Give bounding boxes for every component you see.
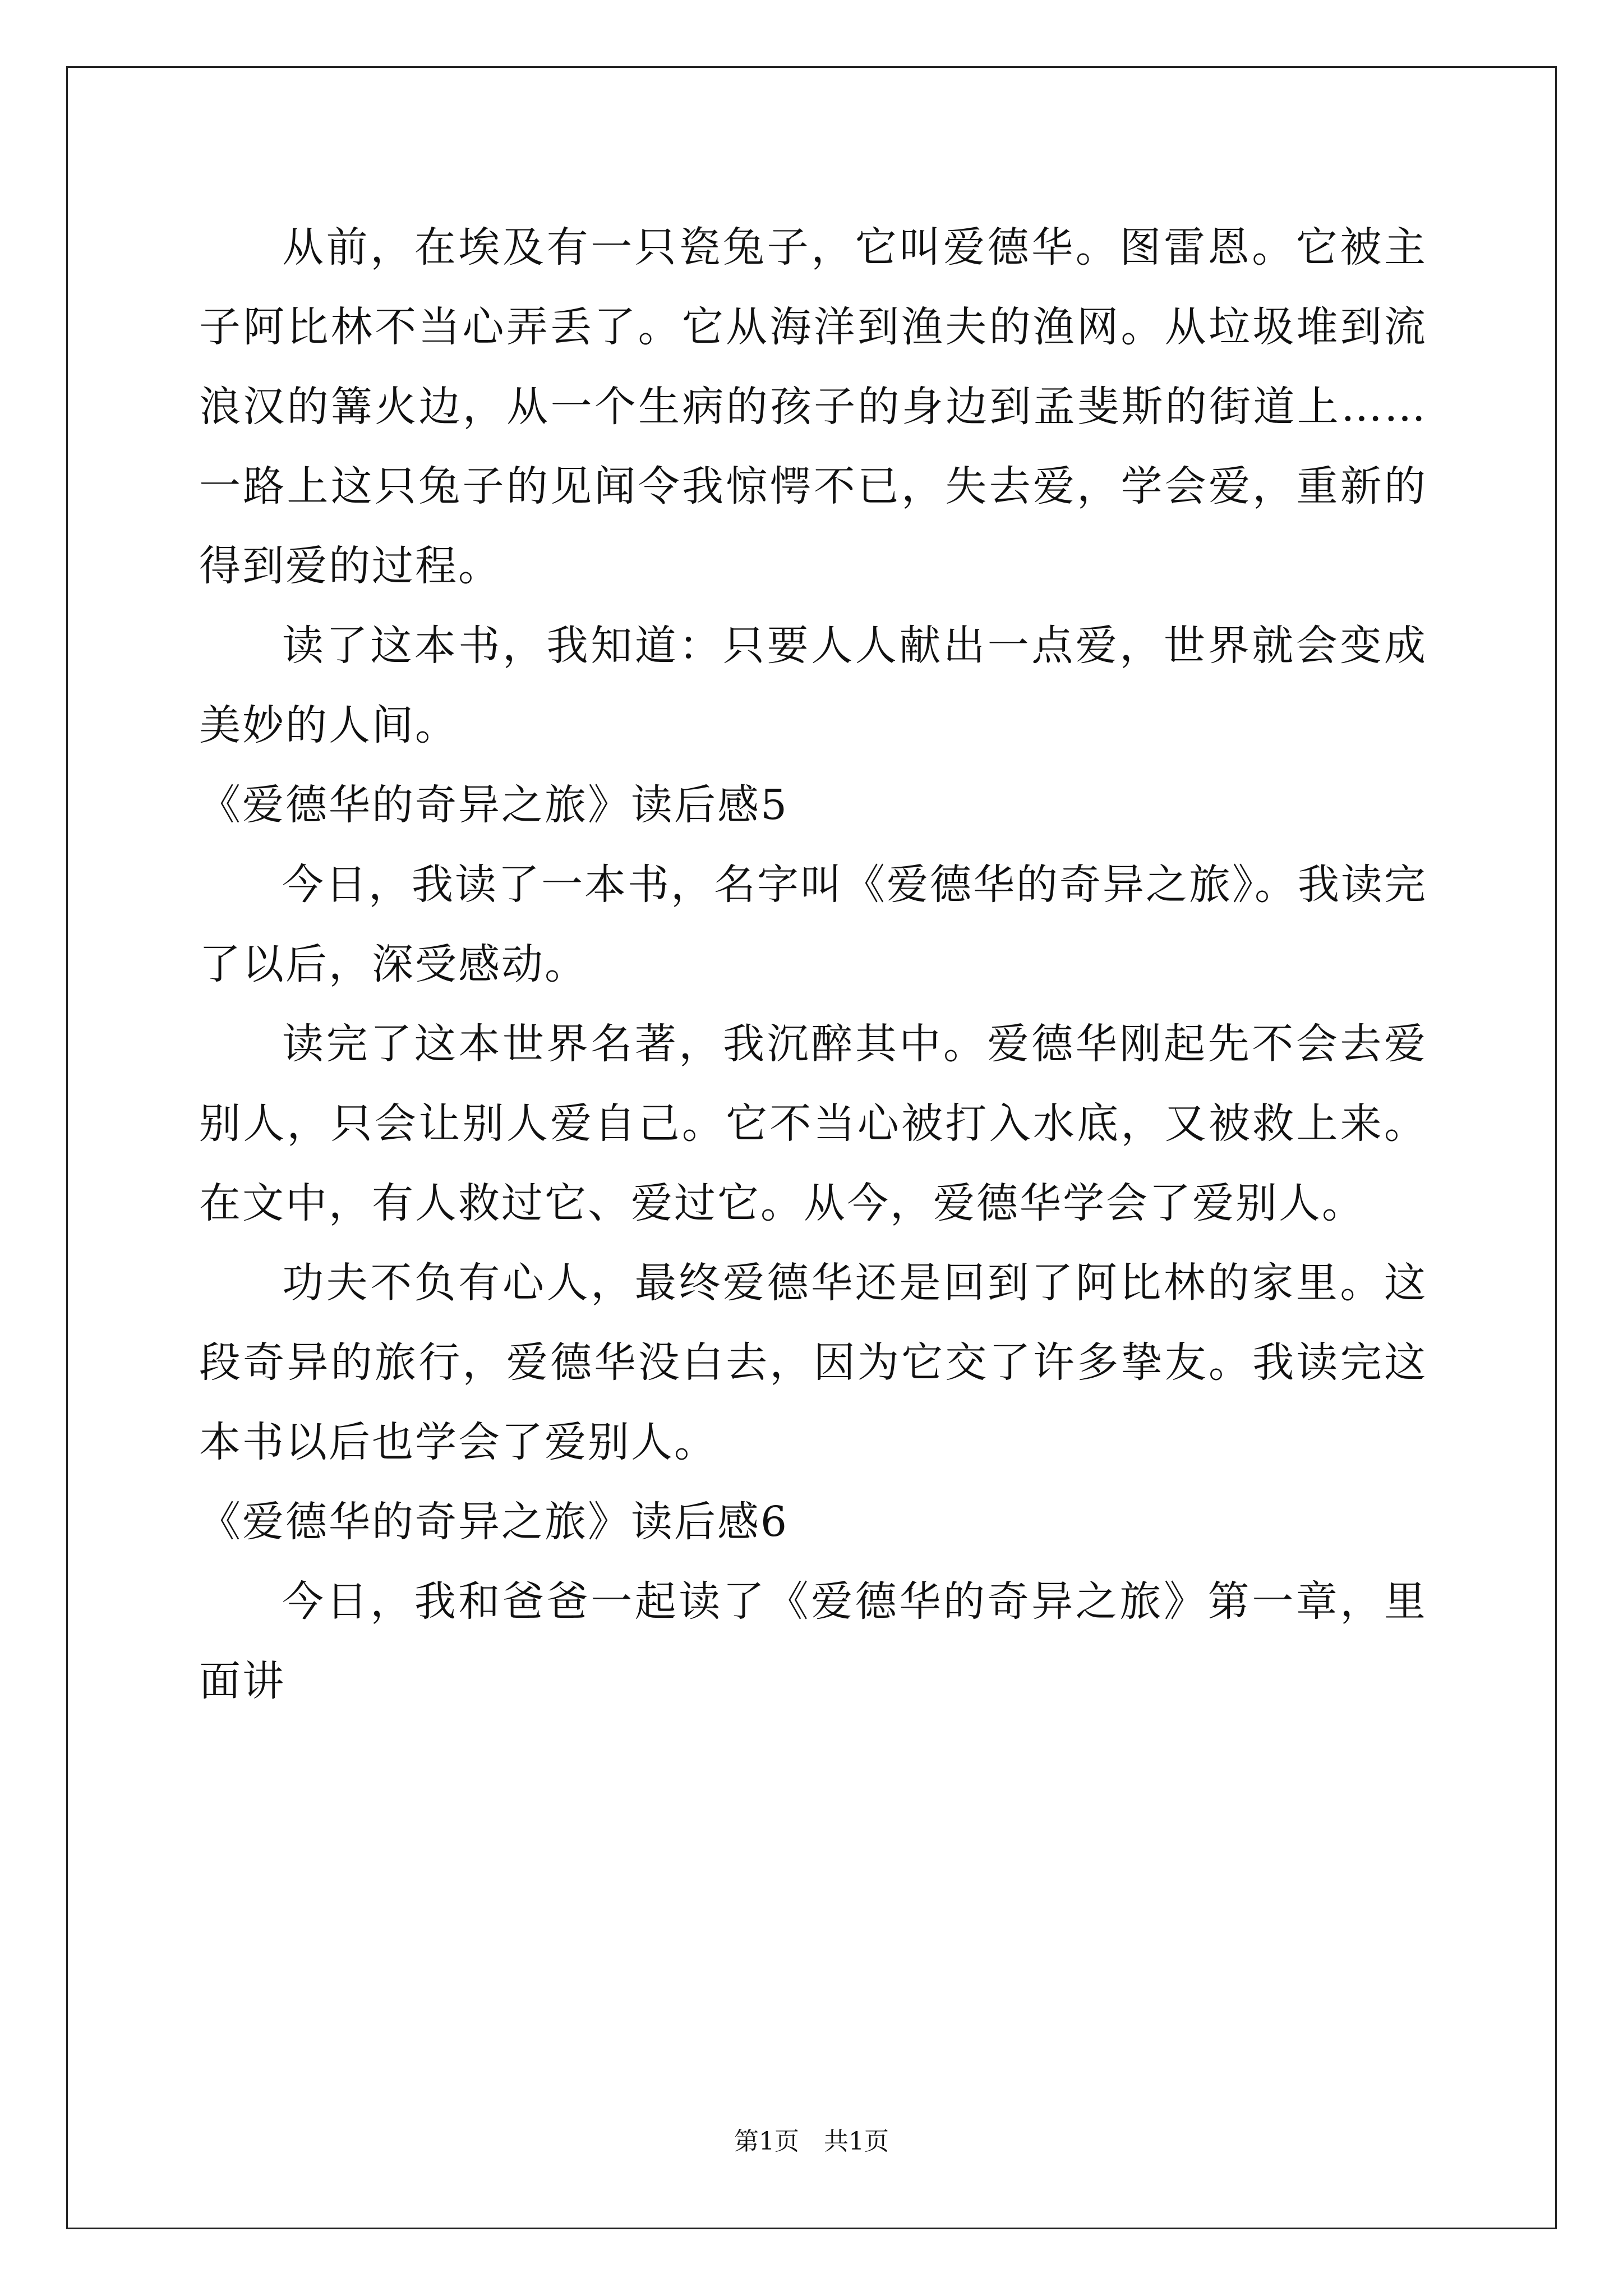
paragraph-5: 功夫不负有心人，最终爱德华还是回到了阿比林的家里。这段奇异的旅行，爱德华没白去，因为它交了许多挚友。我读完这本书以后也学会了爱别人。	[199, 1259, 1427, 1466]
paragraph-4: 读完了这本世界名著，我沉醉其中。爱德华刚起先不会去爱别人，只会让别人爱自己。它不当心被打入水底，又被救上来。在文中，有人救过它、爱过它。从今，爱德华学会了爱别人。	[199, 1020, 1427, 1227]
paragraph-3: 今日，我读了一本书，名字叫《爱德华的奇异之旅》。我读完了以后，深受感动。	[199, 861, 1427, 988]
paragraph-2: 读了这本书，我知道：只要人人献出一点爱，世界就会变成美妙的人间。	[199, 622, 1427, 749]
page-footer: 第1页 共1页	[734, 2127, 889, 2156]
section-heading-5: 《爱德华的奇异之旅》读后感5	[199, 781, 789, 829]
document-body	[199, 208, 1427, 1721]
paragraph-1: 从前，在埃及有一只瓷兔子，它叫爱德华。图雷恩。它被主子阿比林不当心弄丢了。它从海洋到渔夫的渔网。从垃圾堆到流浪汉的篝火边，从一个生病的孩子的身边到孟斐斯的街道上……一路上这只兔子的见闻令我惊愕不已，失去爱，学会爱，重新的得到爱的过程。	[199, 223, 1427, 590]
section-heading-6: 《爱德华的奇异之旅》读后感6	[199, 1498, 789, 1546]
paragraph-6: 今日，我和爸爸一起读了《爱德华的奇异之旅》第一章，里面讲	[199, 1577, 1427, 1705]
